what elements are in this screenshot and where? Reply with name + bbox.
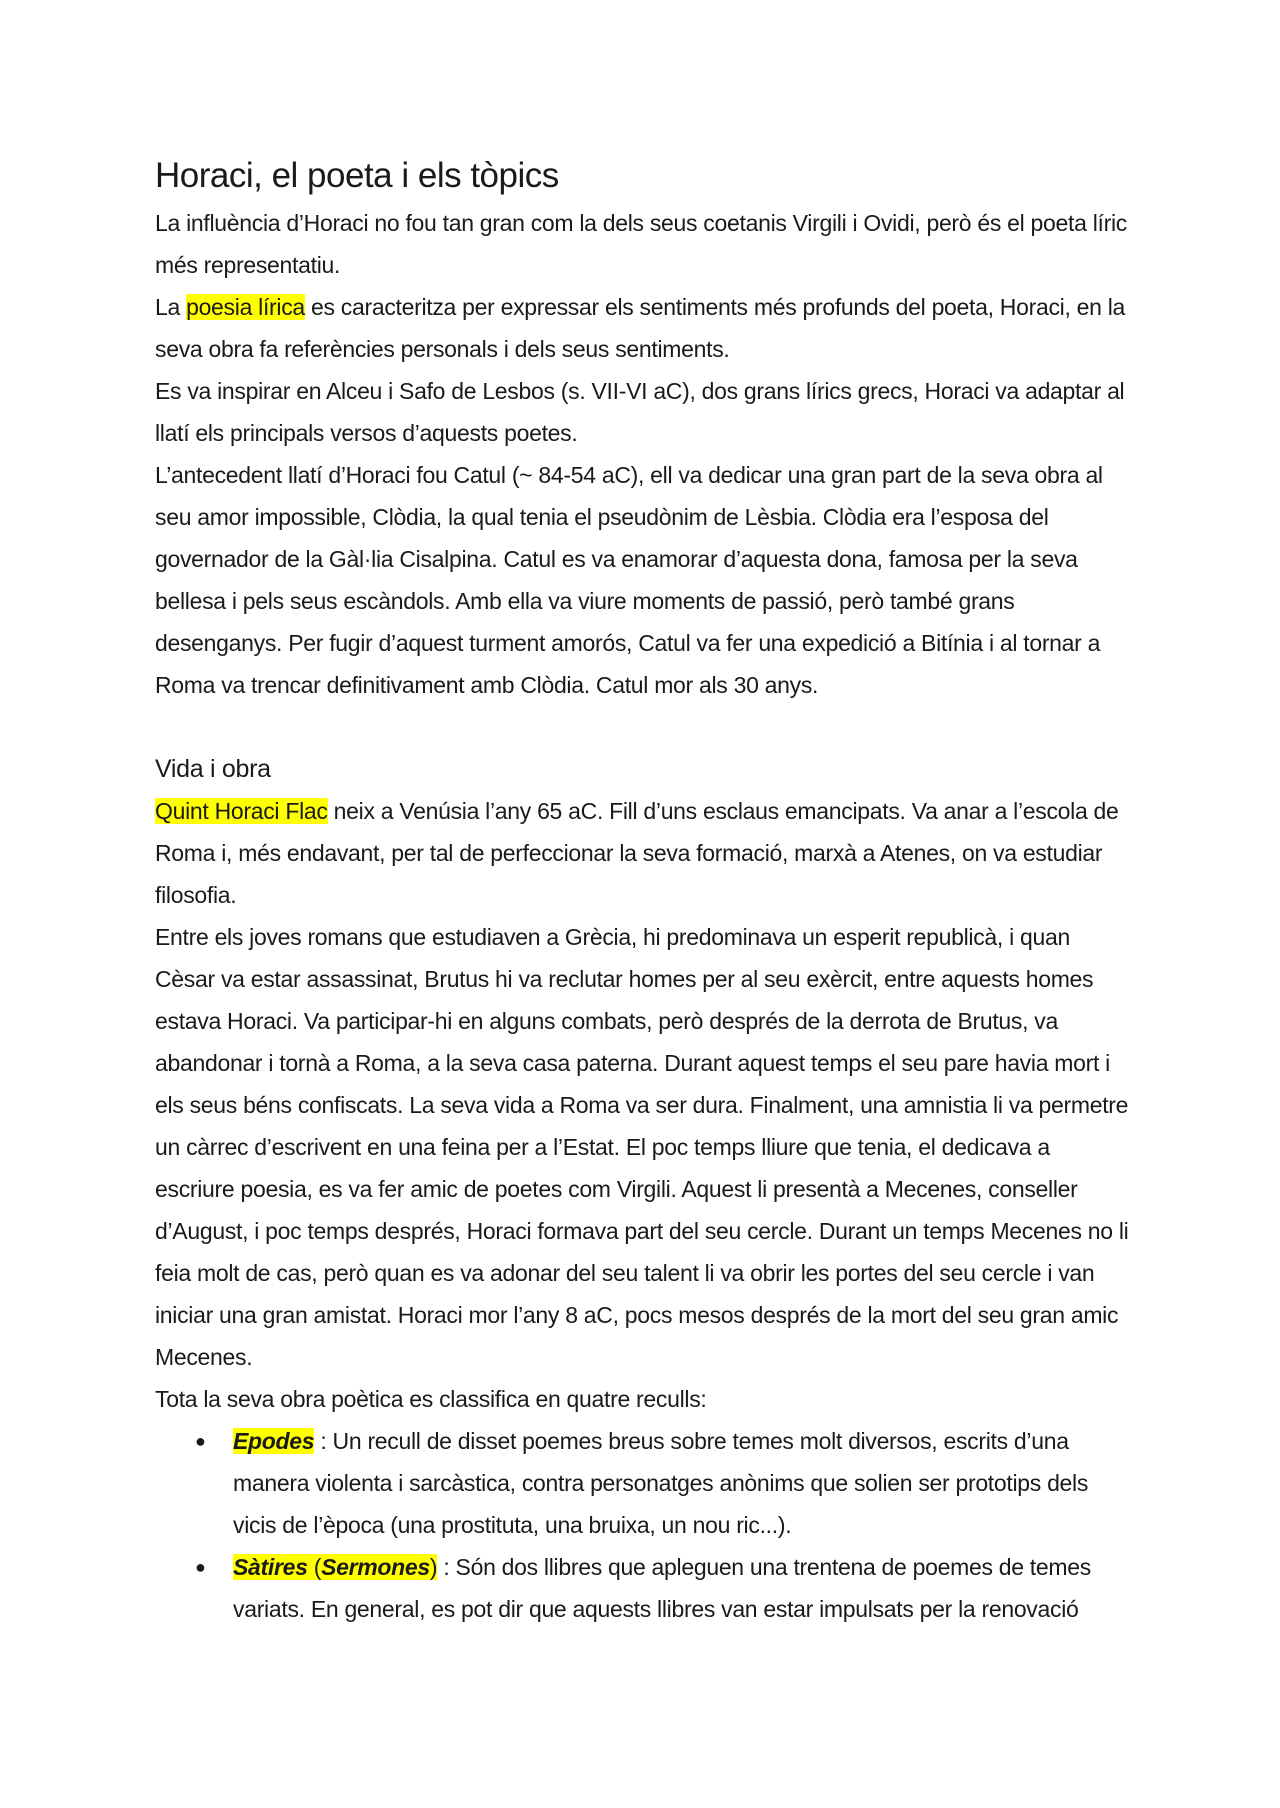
text-fragment: neix a Venúsia l’any 65 aC. Fill d’uns esclaus emancipats. Va anar a l’escola de Roma i, més endavant, per tal de perfeccionar la seva formació, marxà a Atenes, on va estudiar filosofia. bbox=[155, 798, 1119, 908]
section-paragraph-1 bbox=[155, 790, 1135, 916]
intro-paragraph-2 bbox=[155, 286, 1135, 370]
highlighted-name-horaci: Quint Horaci Flac bbox=[155, 798, 328, 824]
intro-paragraph-3: Es va inspirar en Alceu i Safo de Lesbos (s. VII-VI aC), dos grans lírics grecs, Horaci va adaptar al llatí els principals versos d’aquests poetes. bbox=[155, 378, 1125, 446]
work-title-part: ) bbox=[429, 1554, 438, 1580]
work-title-part: Sàtires bbox=[233, 1554, 308, 1580]
intro-paragraph-4: L’antecedent llatí d’Horaci fou Catul (~ 84-54 aC), ell va dedicar una gran part de la seva obra al seu amor impossible, Clòdia, la qual tenia el pseudònim de Lèsbia. Clòdia era l’esposa del governador de la Gàl·lia Cisalpina. Catul es va enamorar d’aquesta dona, famosa per la seva bellesa i pels seus escàndols. Amb ella va viure moments de passió, però també grans desenganys. Per fugir d’aquest turment amorós, Catul va fer una expedició a Bitínia i al tornar a Roma va trencar definitivament amb Clòdia. Catul mor als 30 anys. bbox=[155, 462, 1103, 698]
text-fragment: es caracteritza per expressar els sentiments més profunds del poeta, Horaci, en la seva obra fa referències personals i dels seus sentiments. bbox=[155, 294, 1126, 362]
intro-paragraph-1: La influència d’Horaci no fou tan gran com la dels seus coetanis Virgili i Ovidi, però és el poeta líric més representatiu. bbox=[155, 210, 1127, 278]
work-title-epodes: Epodes bbox=[233, 1428, 315, 1454]
works-list bbox=[155, 1420, 1135, 1630]
section-heading: Vida i obra bbox=[155, 755, 271, 783]
document-page bbox=[155, 150, 1135, 1630]
list-item bbox=[155, 1420, 1135, 1546]
page-title: Horaci, el poeta i els tòpics bbox=[155, 156, 559, 195]
highlighted-term-poesia-lirica: poesia lírica bbox=[186, 294, 305, 320]
work-title-part: ( bbox=[307, 1554, 322, 1580]
list-item-text: : Un recull de disset poemes breus sobre temes molt diversos, escrits d’una manera violenta i sarcàstica, contra personatges anònims que solien ser prototips dels vicis de l’època (una prostituta, una bruixa, un nou ric...). bbox=[233, 1428, 1089, 1538]
work-title-sermones: Sermones bbox=[321, 1554, 430, 1580]
section-paragraph-2: Entre els joves romans que estudiaven a Grècia, hi predominava un esperit republicà, i quan Cèsar va estar assassinat, Brutus hi va reclutar homes per al seu exèrcit, entre aquests homes estava Horaci. Va participar-hi en alguns combats, però després de la derrota de Brutus, va abandonar i tornà a Roma, a la seva casa paterna. Durant aquest temps el seu pare havia mort i els seus béns confiscats. La seva vida a Roma va ser dura. Finalment, una amnistia li va permetre un càrrec d’escrivent en una feina per a l’Estat. El poc temps lliure que tenia, el dedicava a escriure poesia, es va fer amic de poetes com Virgili. Aquest li presentà a Mecenes, conseller d’August, i poc temps després, Horaci formava part del seu cercle. Durant un temps Mecenes no li feia molt de cas, però quan es va adonar del seu talent li va obrir les portes del seu cercle i van iniciar una gran amistat. Horaci mor l’any 8 aC, pocs mesos després de la mort del seu gran amic Mecenes. bbox=[155, 924, 1129, 1370]
list-item bbox=[155, 1546, 1135, 1630]
section-paragraph-3: Tota la seva obra poètica es classifica en quatre reculls: bbox=[155, 1386, 707, 1412]
work-title-satires bbox=[233, 1554, 437, 1580]
list-item-text: : Són dos llibres que apleguen una trentena de poemes de temes variats. En general, es pot dir que aquests llibres van estar impulsats per la renovació bbox=[233, 1554, 1091, 1622]
text-fragment: La bbox=[155, 294, 187, 320]
bullet-icon: ● bbox=[195, 1557, 206, 1577]
bullet-icon: ● bbox=[195, 1431, 206, 1451]
